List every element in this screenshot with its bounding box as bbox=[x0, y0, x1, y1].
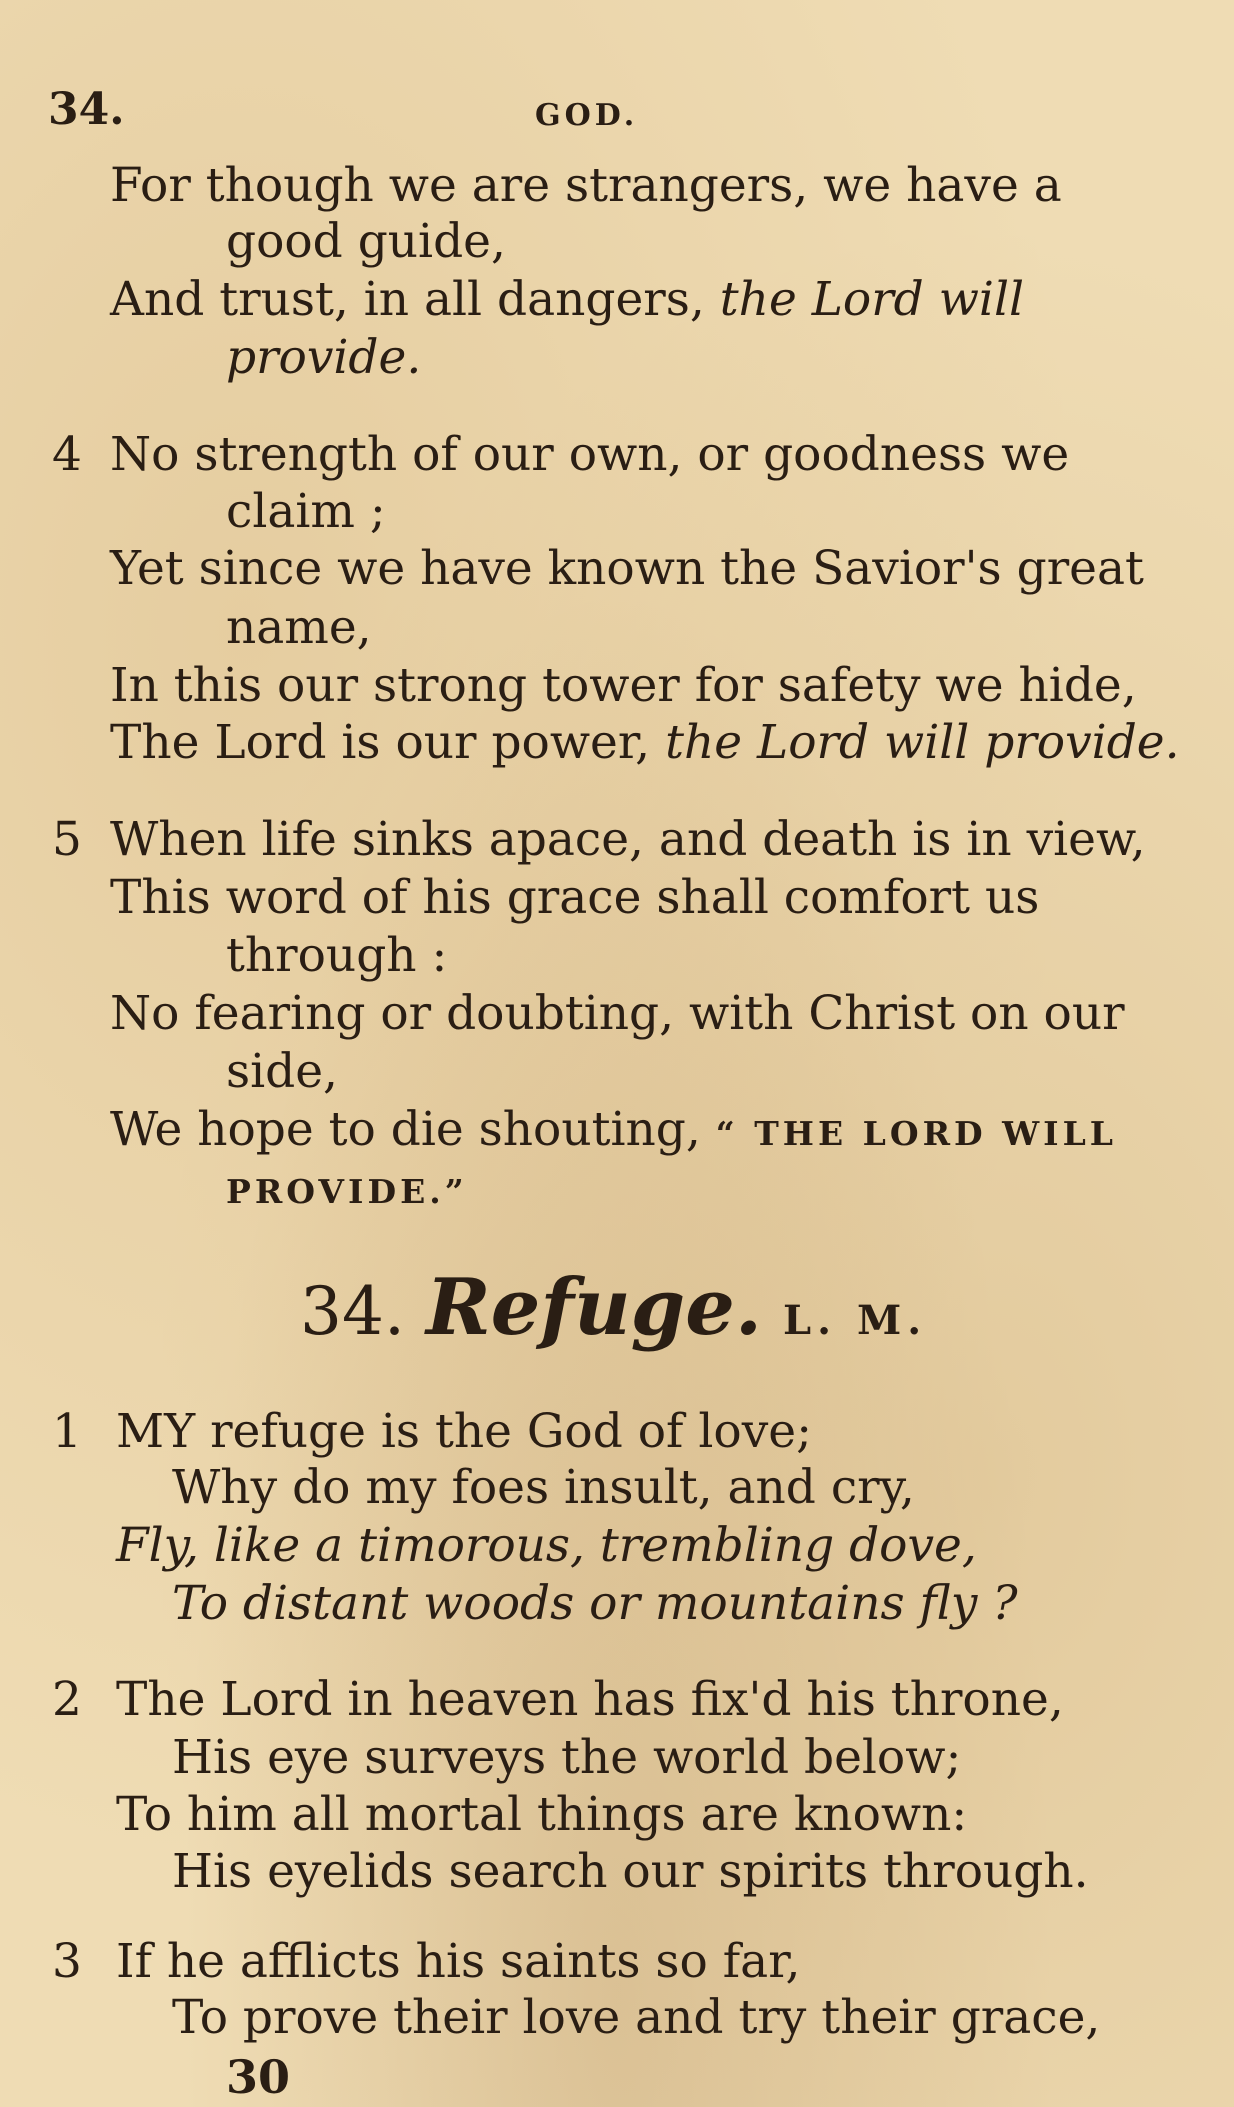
verse-line: In this our strong tower for safety we hide, bbox=[110, 658, 1137, 713]
verse-line: side, bbox=[226, 1044, 338, 1099]
verse-line: Yet since we have known the Savior's great bbox=[110, 541, 1144, 596]
page-number: 34. bbox=[48, 84, 125, 135]
verse-line: No fearing or doubting, with Christ on our bbox=[110, 986, 1125, 1041]
running-header: GOD. bbox=[535, 98, 639, 133]
verse-line: To prove their love and try their grace, bbox=[172, 1990, 1101, 2045]
verse-line: name, bbox=[226, 600, 372, 655]
signature-mark: 30 bbox=[226, 2050, 291, 2104]
stanza-number: 1 bbox=[52, 1404, 82, 1459]
stanza-number: 2 bbox=[52, 1672, 82, 1727]
verse-line: His eye surveys the world below; bbox=[172, 1730, 962, 1785]
verse-line: good guide, bbox=[226, 214, 506, 269]
verse-line: Why do my foes insult, and cry, bbox=[172, 1460, 915, 1515]
hymn-heading: 34. Refuge. L. M. bbox=[300, 1262, 928, 1353]
verse-line: If he afflicts his saints so far, bbox=[116, 1934, 801, 1989]
verse-line: No strength of our own, or goodness we bbox=[110, 427, 1070, 482]
verse-line: provide. bbox=[226, 330, 422, 385]
verse-line: claim ; bbox=[226, 484, 386, 539]
verse-line: To distant woods or mountains fly ? bbox=[172, 1576, 1018, 1631]
stanza-number: 5 bbox=[52, 812, 82, 867]
stanza-number: 3 bbox=[52, 1934, 82, 1989]
verse-line: through : bbox=[226, 928, 448, 983]
verse-line: PROVIDE.” bbox=[226, 1172, 468, 1211]
verse-line: To him all mortal things are known: bbox=[116, 1787, 968, 1842]
verse-line: Fly, like a timorous, trembling dove, bbox=[116, 1518, 977, 1573]
verse-line: MY refuge is the God of love; bbox=[116, 1404, 812, 1459]
verse-line: The Lord in heaven has fix'd his throne, bbox=[116, 1672, 1064, 1727]
verse-line: And trust, in all dangers, the Lord will bbox=[110, 272, 1025, 327]
verse-line: For though we are strangers, we have a bbox=[110, 158, 1062, 213]
verse-line: His eyelids search our spirits through. bbox=[172, 1844, 1089, 1899]
verse-line: This word of his grace shall comfort us bbox=[110, 870, 1040, 925]
verse-line: When life sinks apace, and death is in view, bbox=[110, 812, 1146, 867]
verse-line: We hope to die shouting, “ THE LORD WILL bbox=[110, 1102, 1117, 1157]
verse-line: The Lord is our power, the Lord will provide. bbox=[110, 715, 1180, 770]
stanza-number: 4 bbox=[52, 427, 82, 482]
